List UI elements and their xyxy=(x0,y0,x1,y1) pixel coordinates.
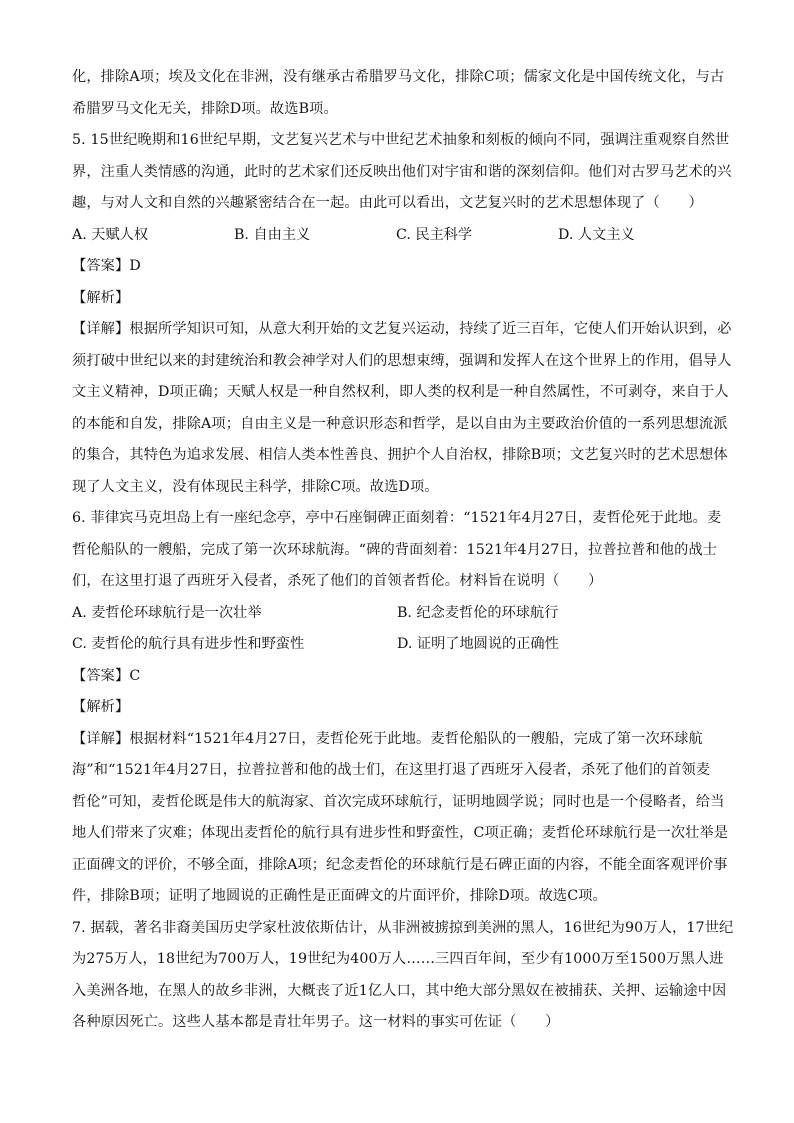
question-stem-line: 入美洲各地，在黑人的故乡非洲，大概丧了近1亿人口，其中绝大部分黑奴在被捕获、关押、运输途中因 xyxy=(72,982,727,999)
options-row xyxy=(72,598,722,630)
detail-line: 须打破中世纪以来的封建统治和教会神学对人们的思想束缚，强调和发挥人在这个世界上的作用，倡导人 xyxy=(72,352,732,369)
question-5 xyxy=(72,125,732,503)
text-line: 化，排除A项；埃及文化在非洲，没有继承古希腊罗马文化，排除C项；儒家文化是中国传统文化，与古 xyxy=(72,69,725,85)
detail-line: 海”和“1521年4月27日，拉普拉普和他的战士们，在这里打退了西班牙入侵者，杀死了他们的首领麦 xyxy=(72,762,711,778)
detail-line: 正面碑文的评价，不够全面，排除A项；纪念麦哲伦的环球航行是石碑正面的内容，不能全面客观评价事 xyxy=(72,856,728,873)
detail-line: 地人们带来了灾难；体现出麦哲伦的航行具有进步性和野蛮性，C项正确；麦哲伦环球航行是一次壮举是 xyxy=(72,825,729,841)
option-d: D. 证明了地圆说的正确性 xyxy=(397,636,559,652)
analysis-label: 【解析】 xyxy=(72,289,130,306)
option-c: C. 麦哲伦的航行具有进步性和野蛮性 xyxy=(72,636,305,652)
detail-line: 件，排除B项；证明了地圆说的正确性是正面碑文的片面评价，排除D项。故选C项。 xyxy=(72,888,607,904)
question-stem-line: 为275万人，18世纪为700万人，19世纪为400万人……三四百年间，至少有1000万至1500万黑人进 xyxy=(72,951,724,967)
detail-line: 现了人文主义，没有体现民主科学，排除C项。故选D项。 xyxy=(72,478,439,495)
document-page xyxy=(72,62,734,1039)
question-stem-line: 5. 15世纪晚期和16世纪早期，文艺复兴艺术与中世纪艺术抽象和刻板的倾向不同，强调注重观察自然世 xyxy=(72,132,730,148)
question-stem-line: 趣，与对人文和自然的兴趣紧密结合在一起。由此可以看出，文艺复兴时的艺术思想体现了（ ） xyxy=(72,195,703,211)
option-c: C. 民主科学 xyxy=(396,226,473,243)
answer-label: 【答案】C xyxy=(72,667,141,684)
options-row xyxy=(72,629,722,661)
answer-label: 【答案】D xyxy=(72,258,141,274)
question-stem-line: 各种原因死亡。这些人基本都是青壮年男子。这一材料的事实可佐证（ ） xyxy=(72,1014,560,1030)
question-stem-line: 哲伦船队的一艘船，完成了第一次环球航海。“碑的背面刻着：1521年4月27日，拉普拉普和他的战士 xyxy=(72,541,718,558)
question-6 xyxy=(72,503,729,913)
question-7 xyxy=(72,913,734,1039)
question-stem-line: 界，注重人类情感的沟通，此时的艺术家们还反映出他们对宇宙和谐的深刻信仰。他们对古罗马艺术的兴 xyxy=(72,163,732,180)
detail-line: 哲伦”可知，麦哲伦既是伟大的航海家、首次完成环球航行，证明地圆学说；同时也是一个侵略者，给当 xyxy=(72,793,725,810)
question-stem-line: 7. 据载，著名非裔美国历史学家杜波依斯估计，从非洲被掳掠到美洲的黑人，16世纪为90万人，17世纪 xyxy=(72,919,734,936)
detail-line: 【详解】根据所学知识可知，从意大利开始的文艺复兴运动，持续了近三百年，它使人们开始认识到，必 xyxy=(72,321,732,337)
text-line: 希腊罗马文化无关，排除D项。故选B项。 xyxy=(72,100,338,117)
option-a: A. 天赋人权 xyxy=(72,226,149,243)
previous-question-explanation xyxy=(72,62,725,125)
options-row xyxy=(72,220,722,252)
detail-line: 文主义精神，D项正确；天赋人权是一种自然权利，即人类的权利是一种自然属性，不可剥夺，来自于人 xyxy=(72,384,729,400)
question-stem-line: 6. 菲律宾马克坦岛上有一座纪念亭，亭中石座铜碑正面刻着：“1521年4月27日，麦哲伦死于此地。麦 xyxy=(72,510,722,526)
option-b: B. 纪念麦哲伦的环球航行 xyxy=(397,604,559,621)
option-b: B. 自由主义 xyxy=(234,226,311,243)
detail-line: 的集合，其特色为追求发展、相信人类本性善良、拥护个人自治权，排除B项；文艺复兴时的艺术思想体 xyxy=(72,447,728,463)
detail-line: 【详解】根据材料“1521年4月27日，麦哲伦死于此地。麦哲伦船队的一艘船，完成了第一次环球航 xyxy=(72,730,703,747)
option-d: D. 人文主义 xyxy=(558,226,635,243)
detail-line: 的本能和自发，排除A项；自由主义是一种意识形态和哲学，是以自由为主要政治价值的一系列思想流派 xyxy=(72,415,728,432)
analysis-label: 【解析】 xyxy=(72,699,130,715)
question-stem-line: 们，在这里打退了西班牙入侵者，杀死了他们的首领者哲伦。材料旨在说明（ ） xyxy=(72,573,603,589)
option-a: A. 麦哲伦环球航行是一次壮举 xyxy=(72,604,262,621)
